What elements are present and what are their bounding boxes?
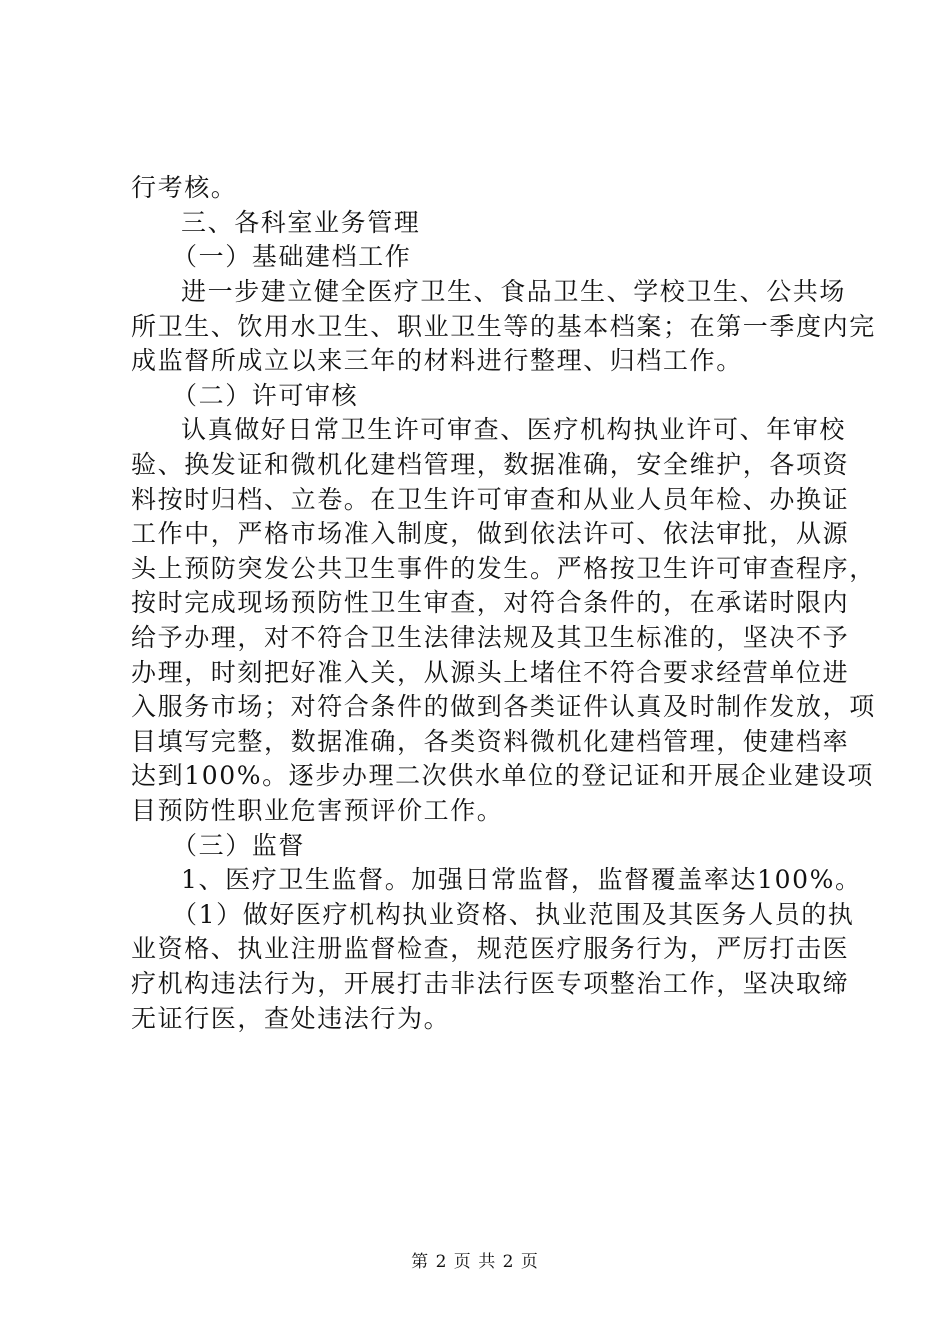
text-line: 给予办理，对不符合卫生法律法规及其卫生标准的，坚决不予 [131, 623, 850, 652]
text-line: 行考核。 [131, 173, 238, 202]
subsection-heading: （二）许可审核 [172, 381, 359, 410]
text-line: 办理，时刻把好准入关，从源头上堵住不符合要求经营单位进 [131, 658, 850, 687]
text-line: 成监督所成立以来三年的材料进行整理、归档工作。 [131, 346, 743, 375]
text-line: 疗机构违法行为，开展打击非法行医专项整治工作，坚决取缔 [131, 969, 850, 998]
text-line: 按时完成现场预防性卫生审查，对符合条件的，在承诺时限内 [131, 588, 850, 617]
text-line: 认真做好日常卫生许可审查、医疗机构执业许可、年审校 [181, 415, 847, 444]
page-number-footer: 第 2 页 共 2 页 [411, 1252, 539, 1272]
text-line: 业资格、执业注册监督检查，规范医疗服务行为，严厉打击医 [131, 934, 850, 963]
text-line: 所卫生、饮用水卫生、职业卫生等的基本档案；在第一季度内完 [131, 312, 876, 341]
text-line: 达到100%。逐步办理二次供水单位的登记证和开展企业建设项 [131, 761, 874, 790]
text-line: 入服务市场；对符合条件的做到各类证件认真及时制作发放，项 [131, 692, 876, 721]
text-line: 头上预防突发公共卫生事件的发生。严格按卫生许可审查程序， [131, 554, 876, 583]
text-line: 无证行医，查处违法行为。 [131, 1004, 451, 1033]
section-heading: 三、各科室业务管理 [181, 208, 421, 237]
text-line: 工作中，严格市场准入制度，做到依法许可、依法审批，从源 [131, 519, 850, 548]
text-line: 1、医疗卫生监督。加强日常监督，监督覆盖率达100%。 [181, 865, 862, 894]
text-line: 验、换发证和微机化建档管理，数据准确，安全维护，各项资 [131, 450, 850, 479]
text-line: 目填写完整，数据准确，各类资料微机化建档管理，使建档率 [131, 727, 850, 756]
text-line: 目预防性职业危害预评价工作。 [131, 796, 504, 825]
subsection-heading: （一）基础建档工作 [172, 242, 412, 271]
text-line: 进一步建立健全医疗卫生、食品卫生、学校卫生、公共场 [181, 277, 847, 306]
text-line: 料按时归档、立卷。在卫生许可审查和从业人员年检、办换证 [131, 485, 850, 514]
subsection-heading: （三）监督 [172, 831, 306, 860]
text-line: （1）做好医疗机构执业资格、执业范围及其医务人员的执 [172, 900, 855, 929]
